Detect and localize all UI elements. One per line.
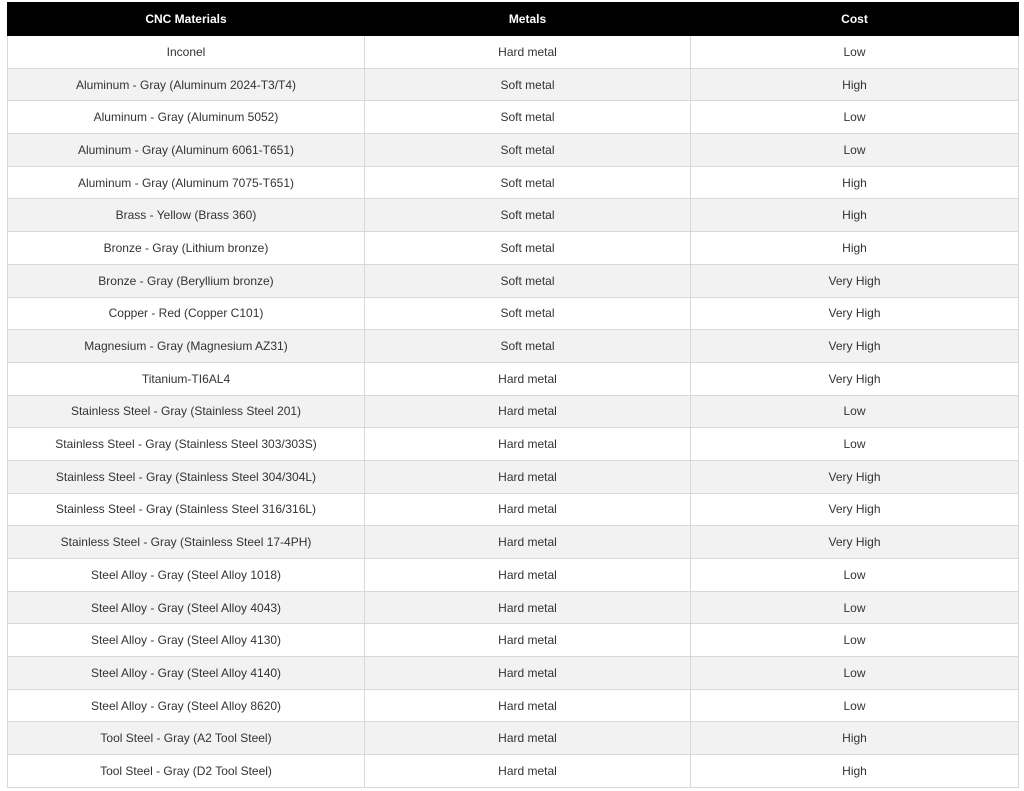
cell-cost: Low bbox=[691, 624, 1019, 657]
table-row bbox=[8, 199, 1019, 232]
cell-material: Copper - Red (Copper C101) bbox=[8, 297, 365, 330]
table-row bbox=[8, 362, 1019, 395]
table-row bbox=[8, 559, 1019, 592]
cell-metal-type: Hard metal bbox=[365, 657, 691, 690]
cell-metal-type: Soft metal bbox=[365, 330, 691, 363]
cell-material: Magnesium - Gray (Magnesium AZ31) bbox=[8, 330, 365, 363]
cell-material: Steel Alloy - Gray (Steel Alloy 4140) bbox=[8, 657, 365, 690]
cell-metal-type: Hard metal bbox=[365, 755, 691, 788]
cell-metal-type: Hard metal bbox=[365, 624, 691, 657]
cell-material: Steel Alloy - Gray (Steel Alloy 4130) bbox=[8, 624, 365, 657]
cell-cost: Low bbox=[691, 559, 1019, 592]
cell-cost: High bbox=[691, 232, 1019, 265]
table-row bbox=[8, 526, 1019, 559]
cell-material: Titanium-TI6AL4 bbox=[8, 362, 365, 395]
table-row bbox=[8, 624, 1019, 657]
cell-cost: Low bbox=[691, 134, 1019, 167]
cell-metal-type: Hard metal bbox=[365, 689, 691, 722]
table-row bbox=[8, 68, 1019, 101]
cell-metal-type: Soft metal bbox=[365, 199, 691, 232]
cell-metal-type: Hard metal bbox=[365, 559, 691, 592]
header-row bbox=[8, 3, 1019, 36]
cell-cost: High bbox=[691, 755, 1019, 788]
table-row bbox=[8, 330, 1019, 363]
cell-metal-type: Hard metal bbox=[365, 428, 691, 461]
table-row bbox=[8, 689, 1019, 722]
cell-cost: Very High bbox=[691, 362, 1019, 395]
header-cnc-materials: CNC Materials bbox=[8, 3, 365, 36]
cell-cost: Very High bbox=[691, 493, 1019, 526]
table-row bbox=[8, 755, 1019, 788]
cell-material: Stainless Steel - Gray (Stainless Steel 303/303S) bbox=[8, 428, 365, 461]
cell-metal-type: Soft metal bbox=[365, 297, 691, 330]
cell-metal-type: Soft metal bbox=[365, 134, 691, 167]
cell-material: Aluminum - Gray (Aluminum 5052) bbox=[8, 101, 365, 134]
cell-cost: High bbox=[691, 68, 1019, 101]
cell-material: Brass - Yellow (Brass 360) bbox=[8, 199, 365, 232]
cell-cost: Low bbox=[691, 36, 1019, 69]
table-row bbox=[8, 395, 1019, 428]
cell-cost: High bbox=[691, 722, 1019, 755]
cell-cost: Very High bbox=[691, 264, 1019, 297]
cell-cost: Low bbox=[691, 657, 1019, 690]
cell-metal-type: Hard metal bbox=[365, 526, 691, 559]
cnc-materials-table bbox=[7, 2, 1019, 788]
cell-material: Aluminum - Gray (Aluminum 6061-T651) bbox=[8, 134, 365, 167]
cell-metal-type: Hard metal bbox=[365, 591, 691, 624]
table-row bbox=[8, 232, 1019, 265]
cell-metal-type: Soft metal bbox=[365, 264, 691, 297]
cell-metal-type: Hard metal bbox=[365, 36, 691, 69]
table-row bbox=[8, 297, 1019, 330]
cell-material: Stainless Steel - Gray (Stainless Steel 201) bbox=[8, 395, 365, 428]
table-row bbox=[8, 428, 1019, 461]
table-header bbox=[8, 3, 1019, 36]
cell-cost: High bbox=[691, 166, 1019, 199]
cell-cost: Low bbox=[691, 689, 1019, 722]
cell-metal-type: Soft metal bbox=[365, 101, 691, 134]
cell-material: Steel Alloy - Gray (Steel Alloy 1018) bbox=[8, 559, 365, 592]
cell-material: Stainless Steel - Gray (Stainless Steel 304/304L) bbox=[8, 460, 365, 493]
cell-cost: Low bbox=[691, 101, 1019, 134]
header-metals: Metals bbox=[365, 3, 691, 36]
cell-material: Bronze - Gray (Beryllium bronze) bbox=[8, 264, 365, 297]
cell-material: Stainless Steel - Gray (Stainless Steel 316/316L) bbox=[8, 493, 365, 526]
table-row bbox=[8, 722, 1019, 755]
header-cost: Cost bbox=[691, 3, 1019, 36]
cell-cost: Very High bbox=[691, 330, 1019, 363]
cell-cost: High bbox=[691, 199, 1019, 232]
table-row bbox=[8, 591, 1019, 624]
cell-material: Bronze - Gray (Lithium bronze) bbox=[8, 232, 365, 265]
cell-material: Stainless Steel - Gray (Stainless Steel 17-4PH) bbox=[8, 526, 365, 559]
cell-cost: Low bbox=[691, 395, 1019, 428]
cell-cost: Low bbox=[691, 591, 1019, 624]
table-row bbox=[8, 101, 1019, 134]
cell-material: Steel Alloy - Gray (Steel Alloy 8620) bbox=[8, 689, 365, 722]
table-row bbox=[8, 166, 1019, 199]
cell-material: Tool Steel - Gray (D2 Tool Steel) bbox=[8, 755, 365, 788]
table-row bbox=[8, 460, 1019, 493]
table-row bbox=[8, 36, 1019, 69]
materials-table-container bbox=[7, 2, 1018, 788]
table-row bbox=[8, 493, 1019, 526]
cell-material: Tool Steel - Gray (A2 Tool Steel) bbox=[8, 722, 365, 755]
cell-metal-type: Hard metal bbox=[365, 493, 691, 526]
cell-cost: Low bbox=[691, 428, 1019, 461]
table-row bbox=[8, 657, 1019, 690]
cell-metal-type: Soft metal bbox=[365, 232, 691, 265]
cell-material: Aluminum - Gray (Aluminum 2024-T3/T4) bbox=[8, 68, 365, 101]
cell-cost: Very High bbox=[691, 460, 1019, 493]
cell-material: Inconel bbox=[8, 36, 365, 69]
cell-metal-type: Hard metal bbox=[365, 395, 691, 428]
cell-metal-type: Soft metal bbox=[365, 68, 691, 101]
cell-metal-type: Soft metal bbox=[365, 166, 691, 199]
table-row bbox=[8, 264, 1019, 297]
cell-metal-type: Hard metal bbox=[365, 460, 691, 493]
cell-metal-type: Hard metal bbox=[365, 722, 691, 755]
cell-cost: Very High bbox=[691, 297, 1019, 330]
cell-material: Aluminum - Gray (Aluminum 7075-T651) bbox=[8, 166, 365, 199]
cell-metal-type: Hard metal bbox=[365, 362, 691, 395]
cell-cost: Very High bbox=[691, 526, 1019, 559]
table-row bbox=[8, 134, 1019, 167]
table-body bbox=[8, 36, 1019, 788]
cell-material: Steel Alloy - Gray (Steel Alloy 4043) bbox=[8, 591, 365, 624]
